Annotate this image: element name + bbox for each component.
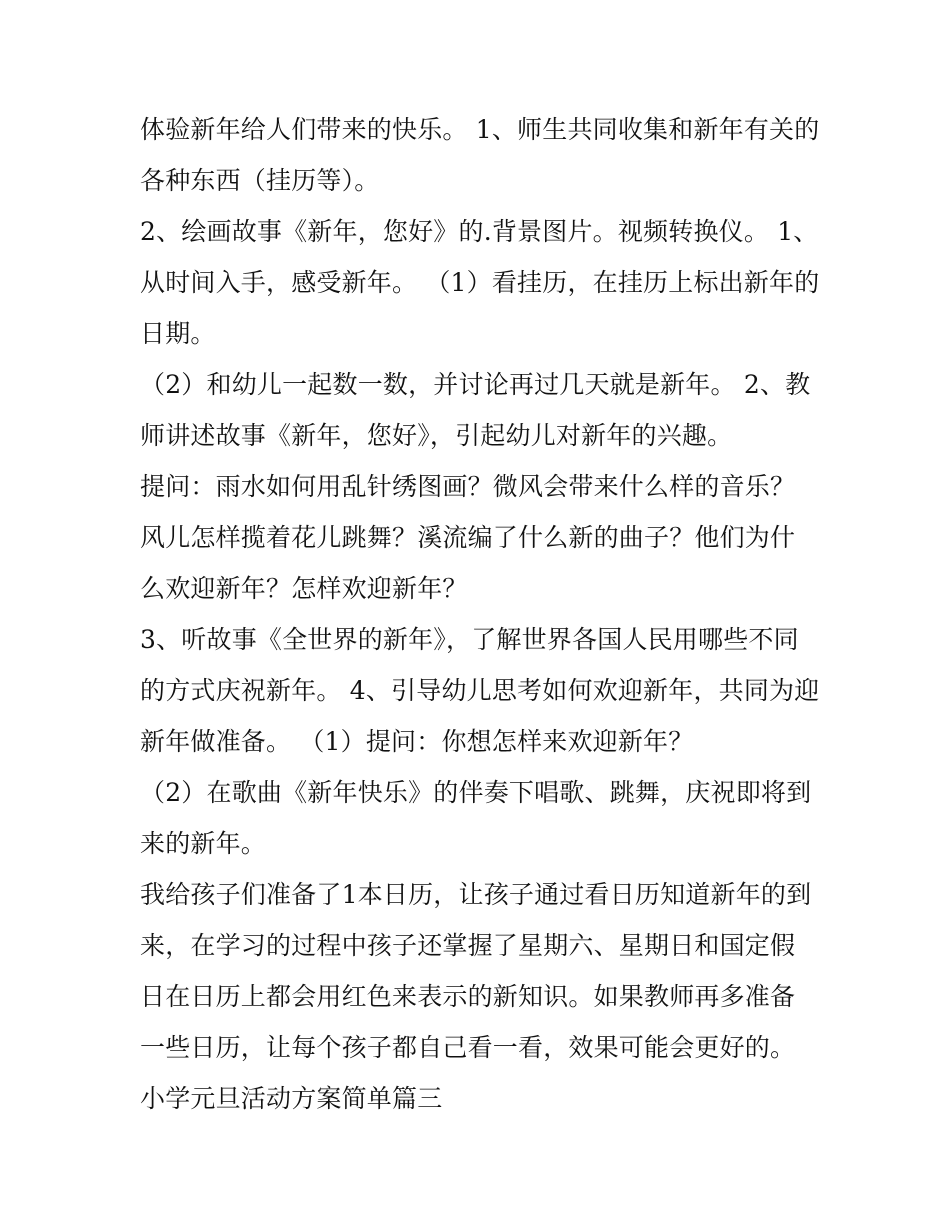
document-body — [140, 104, 820, 1124]
paragraph-2: 2、绘画故事《新年，您好》的.背景图片。视频转换仪。 1、从时间入手，感受新年。 （1）看挂历，在挂历上标出新年的日期。 — [140, 217, 820, 348]
paragraph-4: 提问：雨水如何用乱针绣图画？微风会带来什么样的音乐？风儿怎样揽着花儿跳舞？溪流编了什么新的曲子？他们为什么欢迎新年？怎样欢迎新年？ — [140, 472, 796, 603]
paragraph-5: 3、听故事《全世界的新年》，了解世界各国人民用哪些不同的方式庆祝新年。 4、引导幼儿思考如何欢迎新年，共同为迎新年做准备。 （1）提问：你想怎样来欢迎新年？ — [140, 625, 820, 756]
paragraph-7: 我给孩子们准备了1本日历，让孩子通过看日历知道新年的到来，在学习的过程中孩子还掌握了星期六、星期日和国定假日在日历上都会用红色来表示的新知识。如果教师再多准备一些日历，让每个孩子都自己看一看，效果可能会更好的。 — [140, 880, 812, 1062]
paragraph-3: （2）和幼儿一起数一数，并讨论再过几天就是新年。 2、教师讲述故事《新年，您好》，引起幼儿对新年的兴趣。 — [140, 370, 811, 450]
section-heading: 小学元旦活动方案简单篇三 — [140, 1084, 443, 1113]
paragraph-6: （2）在歌曲《新年快乐》的伴奏下唱歌、跳舞，庆祝即将到来的新年。 — [140, 778, 812, 858]
paragraph-1: 体验新年给人们带来的快乐。 1、师生共同收集和新年有关的各种东西（挂历等）。 — [140, 115, 820, 195]
